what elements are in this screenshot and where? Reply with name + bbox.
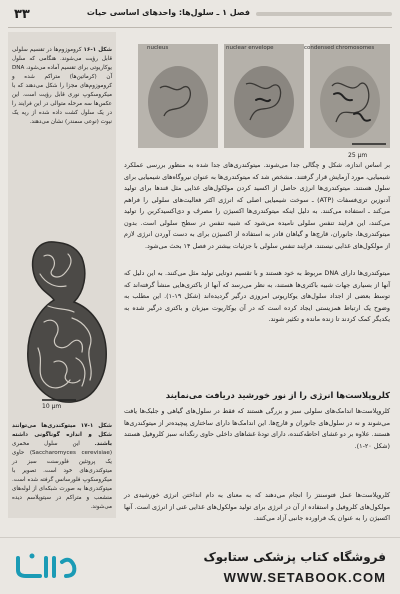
figure-1-16-caption [12, 46, 112, 127]
figure-1-17-number: شکل ۱-۱۷ [80, 422, 113, 429]
figure-1-16-number: شکل ۱-۱۶ [83, 46, 112, 53]
paragraph-2: میتوکندری‌ها دارای DNA مربوط به خود هستند و با تقسیم دوتایی تولید مثل می‌کنند. به این دلیل که آنها از بسیاری جهات شبیه باکتری‌ها هستند، به نظر می‌رسد که آنها از باکتری‌هایی منشأ گرفته‌اند که توسط بعضی از اجداد سلول‌های یوکاریوتی امروزی درگیر گردیده‌اند (شکل ۱۹-۱). این مطلب به وضوح یک ارتباط همزیستی ایجاد کرده است که در آن یوکاریوت میزبان و باکتری درگیر شده به یکدیگر کمک کردند تا زنده مانده و تکثیر شوند. [124, 269, 390, 323]
figure-1-17-text: این سلول مخمری (Saccharomyces cerevisiae) حاوی یک پروتئین فلورسنت سبز در میتوکندری‌های خود است. تصویر با میکروسکوپ فلورسانس گرفته شده است. میتوکندری‌ها به صورت شبکه‌ای از لوله‌های منشعب و متراکم در سیتوپلاسم دیده می‌شوند. [12, 440, 112, 510]
figure-1-16-text: کروموزوم‌ها در تقسیم سلولی قابل رؤیت می‌شوند. هنگامی که سلول یوکاریوتی برای تقسیم آماده می‌شود، DNA آن (کرماتین‌ها) متراکم شده و کروموزوم‌های مجزا را شکل می‌دهند که با میکروسکوپ نوری قابل رؤیت است. این عکس‌ها سه مرحله متوالی در این فرایند را در یک سلول کشت داده شده از ریه یک نیوت (نوعی سمندر) نشان می‌دهند. [12, 46, 112, 125]
paragraph-3: کلروپلاست‌ها اندامک‌های سلولی سبز و بزرگی هستند که فقط در سلول‌های گیاهی و جلبک‌ها یافت می‌شوند و نه در سلول‌های جانوران و قارچ‌ها. این اندامک‌ها دارای ساختاری پیچیده‌تر از میتوکندری‌ها هستند. علاوه بر دو غشای احاطه‌کننده، دارای تودهٔ غشاهای داخلی حاوی رنگدانه سبز کلروفیل هستند (شکل ۲۰-۱). [124, 407, 390, 450]
shop-title: فروشگاه کتاب پزشکی ستابوک [203, 550, 386, 564]
figure-1-17-caption [12, 422, 112, 512]
figure-sidebar [8, 32, 116, 518]
page-number: ۳۳ [14, 7, 30, 22]
header-rule [8, 27, 392, 28]
footer-divider [0, 537, 400, 538]
micrograph-label-nucleus: nucleus [147, 45, 169, 51]
micrograph-label-condensed-chromosomes: condensed chromosomes [304, 45, 375, 51]
page-header [0, 0, 400, 30]
micrograph-scale: 25 μm [348, 152, 368, 159]
running-head-bar [256, 12, 392, 16]
setabook-logo [10, 548, 84, 584]
figure-1-17-bold: میتوکندری‌ها می‌توانند شکل و اندازه گوناگونی داشته باشند. [12, 422, 112, 447]
shop-url[interactable]: WWW.SETABOOK.COM [223, 570, 386, 585]
micrograph-label-nuclear-envelope: nuclear envelope [226, 45, 274, 51]
figure-1-17-scale: 10 μm [42, 403, 62, 410]
section-title: کلروپلاست‌ها انرژی را از نور خورشید دریافت می‌نمایند [165, 390, 390, 400]
paragraph-4: کلروپلاست‌ها عمل فتوسنتز را انجام می‌دهند که به معنای به دام انداختن انرژی خورشیدی در مولکول‌های کلروفیل و استفاده از آن در انرژی برای تولید مولکول‌های غذایی غنی از انرژی است. آنها اکسیژن را به عنوان یک فراورده جانبی آزاد می‌کنند. [124, 491, 390, 522]
paragraph-1: بر اساس اندازه، شکل و چگالی جدا می‌شوند. میتوکندری‌های جدا شده به منظور بررسی عملکرد شیمیایی، مورد آزمایش قرار گرفتند. مشخص شد که میتوکندری‌ها به عنوان نیروگاه‌های شیمیایی برای سلول هستند. میتوکندری‌ها انرژی حاصل از اکسید کردن مولکول‌های غذایی مثل قندها برای تولید آدنوزین تری‌فسفات (ATP) ـ سوخت شیمیایی اصلی که انرژی اکثر فعالیت‌های سلولی را فراهم می‌کند ـ استفاده می‌کنند. به دلیل اینکه میتوکندری‌ها اکسیژن را مصرف و دی‌اکسیدکربن را تولید می‌کنند، این فرایند تنفس سلولی نامیده می‌شود که شبیه تنفس در سطح سلولی است. بدون میتوکندری‌ها، جانوران، قارچ‌ها و گیاهان قادر به استفاده از اکسیژن برای به دست آوردن انرژی لازم از مولکول‌های غذایی نیستند. فرایند تنفس سلولی با جزئیات بیشتر در فصل ۱۴ بحث می‌شود. [124, 161, 390, 250]
chromosome-micrographs [138, 44, 390, 148]
running-head: فصل ۱ ـ سلول‌ها: واحدهای اساسی حیات [86, 8, 250, 17]
yeast-mitochondria-image [14, 222, 112, 412]
